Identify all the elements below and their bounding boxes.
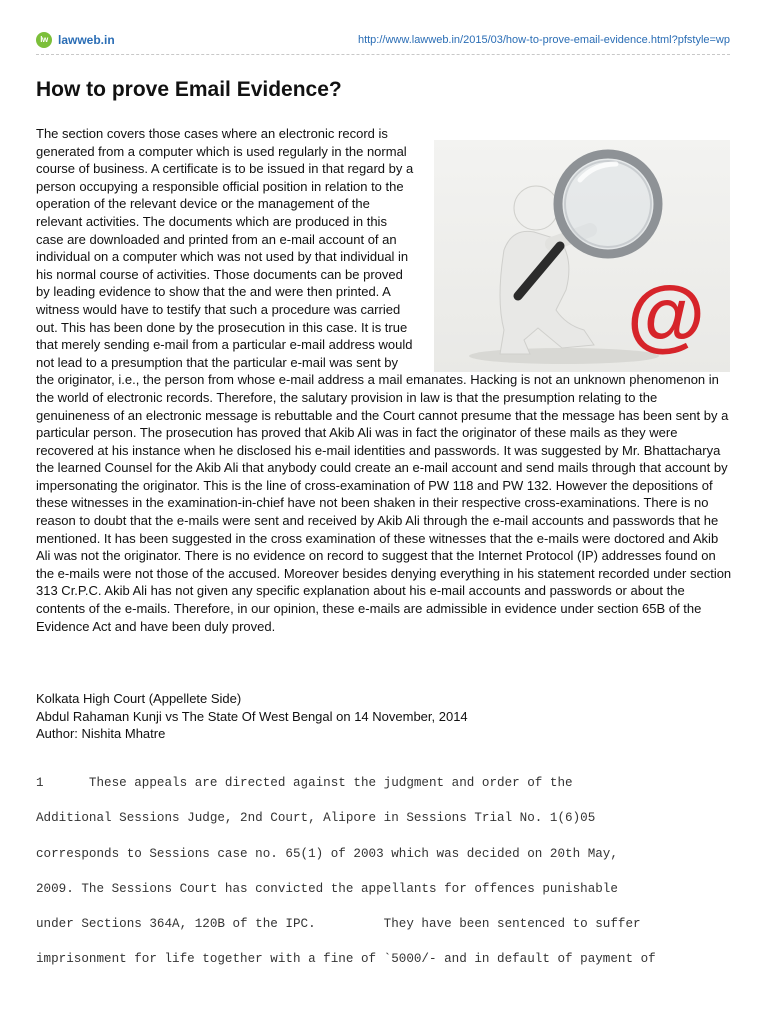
judgment-line: 2009. The Sessions Court has convicted the appellants for offences punishable: [36, 881, 618, 896]
judgment-line: 1 These appeals are directed against the judgment and order of the: [36, 776, 573, 790]
lawweb-logo-icon[interactable]: lw: [36, 32, 52, 48]
case-title: Abdul Rahaman Kunji vs The State Of West Bengal on 14 November, 2014: [36, 708, 468, 724]
case-metadata: [36, 690, 468, 743]
page-header: [36, 30, 730, 55]
author-line: Author: Nishita Mhatre: [36, 726, 166, 741]
figure-spacer: [415, 125, 733, 369]
judgment-line: imprisonment for life together with a fine of `5000/- and in default of payment of: [36, 952, 656, 967]
page-url-link[interactable]: http://www.lawweb.in/2015/03/how-to-prove-email-evidence.html?pfstyle=wp: [357, 34, 730, 46]
judgment-line: corresponds to Sessions case no. 65(1) of 2003 which was decided on 20th May,: [36, 846, 618, 861]
judgment-line: Additional Sessions Judge, 2nd Court, Alipore in Sessions Trial No. 1(6)05: [36, 811, 596, 826]
judgment-line: under Sections 364A, 120B of the IPC. They have been sentenced to suffer: [36, 917, 641, 932]
judgment-excerpt: [36, 770, 656, 982]
site-name-link[interactable]: lawweb.in: [58, 33, 115, 47]
article-body-text: The section covers those cases where an electronic record is generated from a computer which is used regularly in the normal course of business. A certificate is to be issued in that regard by a person occupying a responsible official position in relation to the operation of the relevant device or the management of the relevant activities. The documents which are produced in this case are downloaded and printed from an e-mail account of an individual on a computer which was not used by that individual in his normal course of activities. Those documents can be proved by leading evidence to show that the and were then printed. A witness would have to testify that such a procedure was carried out. This has been done by the prosecution in this case. It is true that merely sending e-mail from a particular e-mail address would not lead to a presumption that the particular e-mail was sent by the originator, i.e., the person from whose e-mail address a mail emanates. Hacking is not an unknown phenomenon in the world of electronic records. Therefore, the salutary provision in law is that the presumption relating to the genuineness of an electronic message is rebuttable and the Court cannot presume that the message has been sent by a particular person. The prosecution has proved that Akib Ali was in fact the originator of these mails as they were recovered at his instance when he disclosed his e-mail identities and passwords. It was suggested by Mr. Bhattacharya the learned Counsel for the Akib Ali that anybody could create an e-mail account and send mails through that account by impersonating the originator. This is the line of cross-examination of PW 118 and PW 132. However the depositions of these witnesses in the examination-in-chief have not been shaken in their respective cross-examinations. There is no reason to doubt that the e-mails were sent and received by Akib Ali through the e-mail accounts and passwords that he mentioned. It has been suggested in the cross examination of these witnesses that the e-mails were doctored and Akib Ali was not the originator. There is no evidence on record to suggest that the Internet Protocol (IP) addresses found on the e-mails were not those of the accused. Moreover besides denying everything in his statement recorded under section 313 Cr.P.C. Akib Ali has not given any specific explanation about his e-mail accounts and passwords or about the contents of the e-mails. Therefore, in our opinion, these e-mails are admissible in evidence under section 65B of the Evidence Act and have been duly proved.: [36, 126, 732, 634]
article-body: [36, 125, 733, 635]
article-title: How to prove Email Evidence?: [36, 78, 342, 101]
court-name: Kolkata High Court (Appellete Side): [36, 691, 242, 706]
at-sign-icon: @: [626, 270, 706, 359]
